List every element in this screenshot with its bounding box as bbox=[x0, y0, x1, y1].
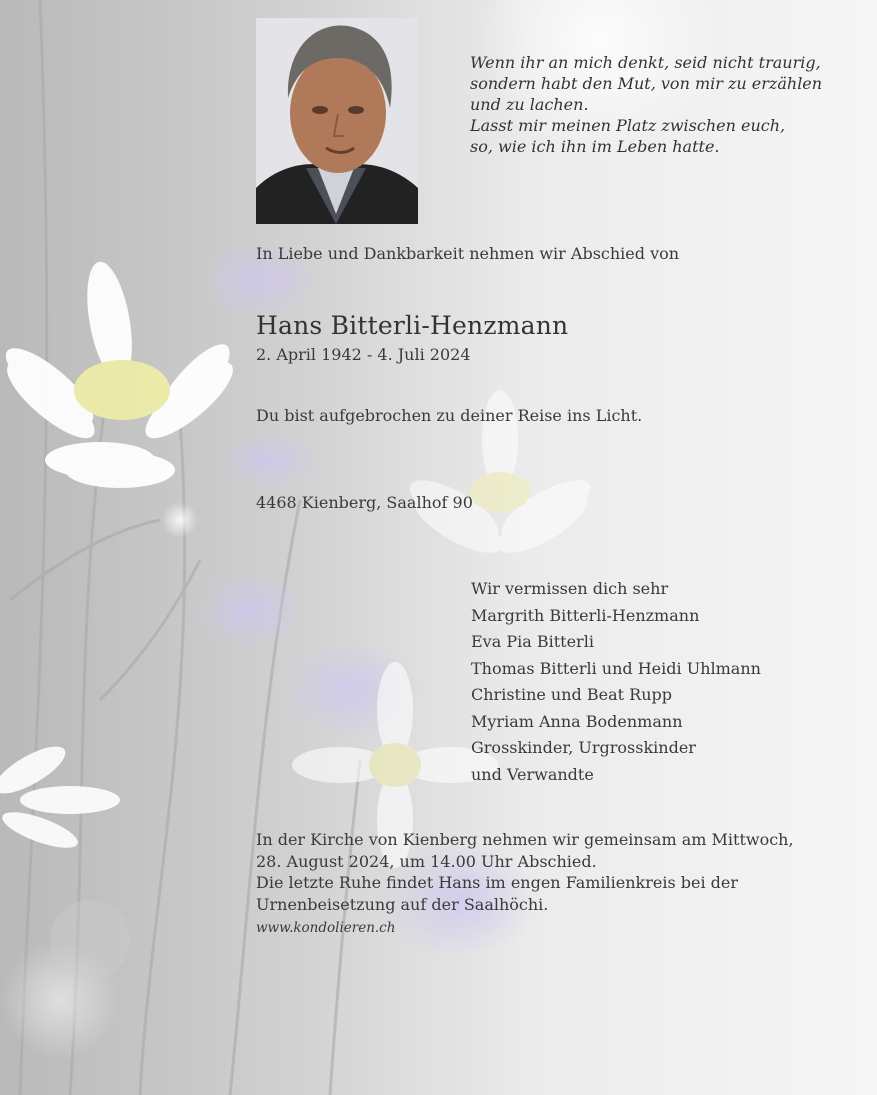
service-line: Urnenbeisetzung auf der Saalhöchi. bbox=[256, 894, 549, 914]
farewell-line: Du bist aufgebrochen zu deiner Reise ins Licht. bbox=[256, 406, 643, 425]
quote-line: Wenn ihr an mich denkt, seid nicht traurig, bbox=[470, 53, 821, 72]
mourner-name: und Verwandte bbox=[471, 764, 594, 784]
service-line: 28. August 2024, um 14.00 Uhr Abschied. bbox=[256, 851, 597, 871]
service-line: Die letzte Ruhe findet Hans im engen Familienkreis bei der bbox=[256, 873, 739, 892]
life-dates: 2. April 1942 - 4. Juli 2024 bbox=[256, 345, 471, 364]
quote-line: und zu lachen. bbox=[470, 95, 589, 114]
mourner-name: Thomas Bitterli und Heidi Uhlmann bbox=[471, 658, 761, 678]
mourner-name: Eva Pia Bitterli bbox=[471, 632, 594, 651]
mourner-name: Christine und Beat Rupp bbox=[471, 685, 672, 704]
memorial-quote bbox=[470, 52, 870, 157]
mourner-name: Myriam Anna Bodenmann bbox=[471, 711, 683, 731]
mourner-name: Grosskinder, Urgrosskinder bbox=[471, 738, 696, 757]
mourners-heading: Wir vermissen dich sehr bbox=[471, 579, 669, 598]
service-info bbox=[256, 829, 794, 915]
deceased-name: Hans Bitterli-Henzmann bbox=[256, 311, 569, 340]
service-line: In der Kirche von Kienberg nehmen wir gemeinsam am Mittwoch, bbox=[256, 830, 794, 849]
portrait-photo bbox=[256, 18, 418, 224]
intro-text: In Liebe und Dankbarkeit nehmen wir Abschied von bbox=[256, 244, 680, 263]
quote-line: Lasst mir meinen Platz zwischen euch, bbox=[470, 116, 786, 135]
mourner-name: Margrith Bitterli-Henzmann bbox=[471, 605, 700, 625]
quote-line: so, wie ich ihn im Leben hatte. bbox=[470, 137, 720, 156]
address: 4468 Kienberg, Saalhof 90 bbox=[256, 493, 473, 512]
quote-line: sondern habt den Mut, von mir zu erzählen bbox=[470, 74, 823, 93]
mourners-list bbox=[471, 576, 761, 788]
website-link[interactable]: www.kondolieren.ch bbox=[256, 920, 396, 936]
